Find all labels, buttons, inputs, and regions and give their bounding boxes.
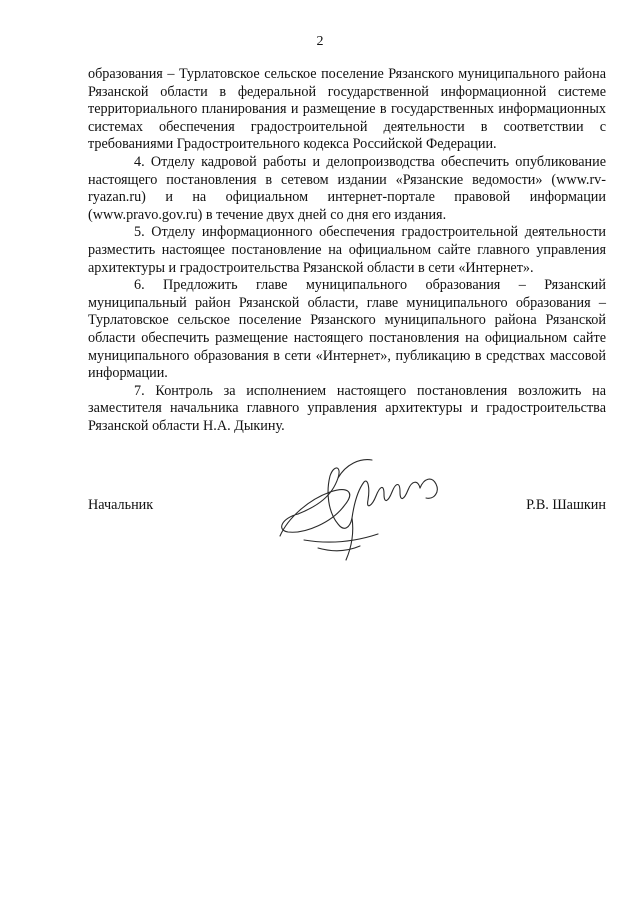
signer-title: Начальник — [88, 497, 154, 513]
document-body — [88, 66, 606, 435]
paragraph-item-7: 7. Контроль за исполнением настоящего постановления возложить на заместителя начальника главного управления архитектуры и градостроительства Рязанской области Н.А. Дыкину. — [88, 382, 606, 434]
page-number: 2 — [316, 34, 324, 49]
paragraph-continuation: образования – Турлатовское сельское поселение Рязанского муниципального района Рязанской области в федеральной государственной информационной системе территориального планирования и размещение в государственных информационных системах обеспечения градостроительной деятельности в соответствии с требованиями Градостроительного кодекса Российской Федерации. — [88, 66, 606, 153]
paragraph-item-5: 5. Отделу информационного обеспечения градостроительной деятельности разместить настоящее постановление на официальном сайте главного управления архитектуры и градостроительства Рязанской области в сети «Интернет». — [88, 224, 606, 276]
paragraph-item-4: 4. Отделу кадровой работы и делопроизводства обеспечить опубликование настоящего постановления в сетевом издании «Рязанские ведомости» (www.rv-ryazan.ru) и на официальном интернет-портале правовой информации (www.pravo.gov.ru) в течение двух дней со дня его издания. — [88, 153, 606, 223]
paragraph-item-6: 6. Предложить главе муниципального образования – Рязанский муниципальный район Рязанской области, главе муниципального образования – Турлатовское сельское поселение Рязанского муниципального района Рязанской области обеспечить размещение настоящего постановления на официальном сайте муниципального образования в сети «Интернет», публикацию в средствах массовой информации. — [88, 277, 606, 382]
handwritten-signature — [268, 448, 458, 568]
signer-name: Р.В. Шашкин — [526, 497, 606, 513]
